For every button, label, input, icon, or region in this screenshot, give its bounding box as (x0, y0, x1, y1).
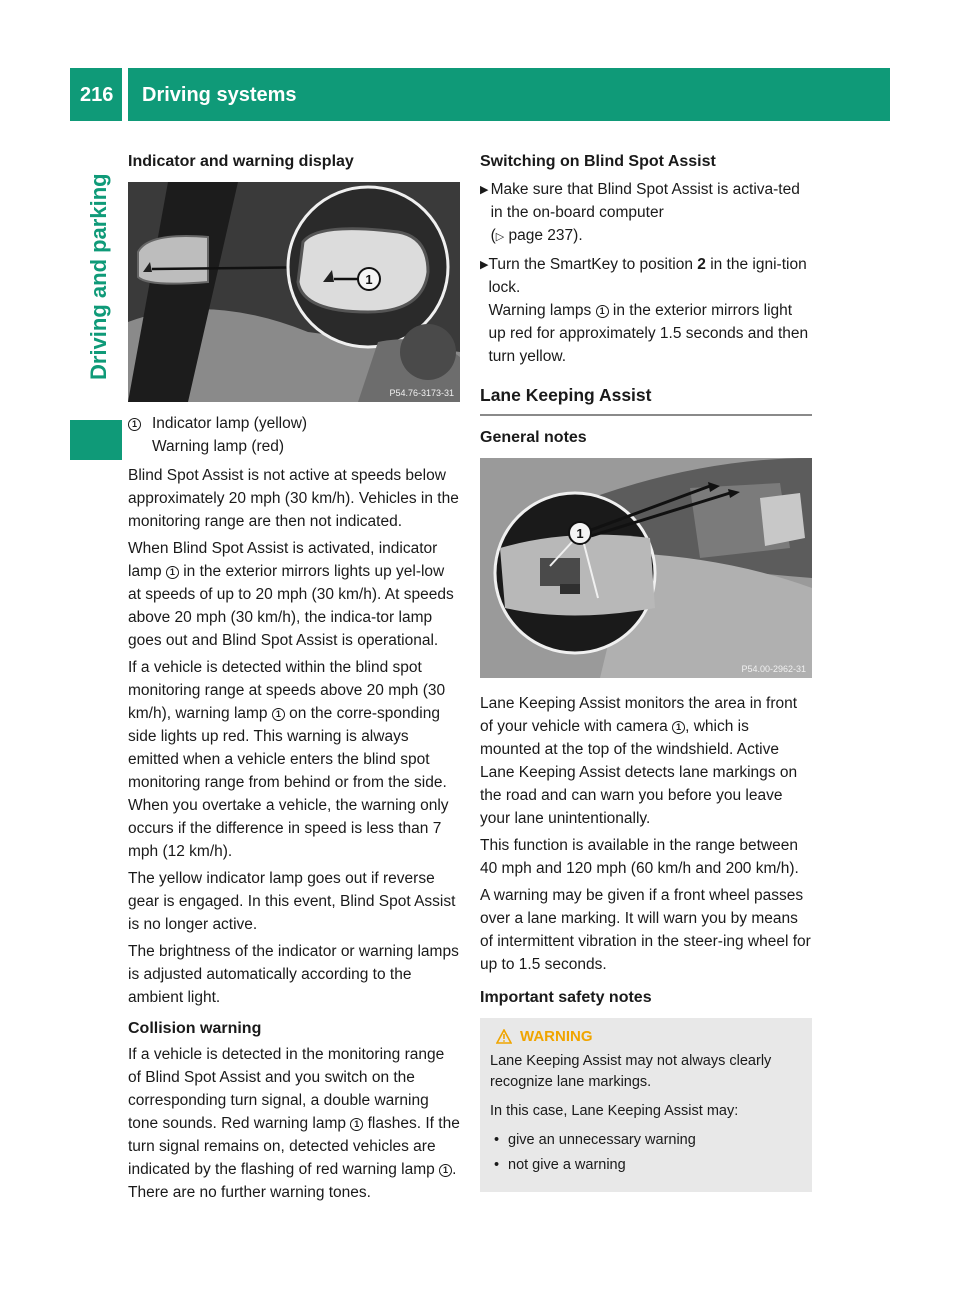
heading-safety-notes: Important safety notes (480, 989, 652, 1006)
section-header-bar (128, 68, 890, 121)
heading-collision-warning: Collision warning (128, 1020, 262, 1037)
callout-1-icon: 1 (272, 708, 285, 721)
callout-1-icon: 1 (166, 566, 179, 579)
warning-title: WARNING (496, 1028, 802, 1045)
paragraph: This function is available in the range between 40 mph and 120 mph (60 km/h and 200 km/h). (480, 837, 799, 877)
mirror-illustration (128, 182, 460, 402)
step-2: ▶ Turn the SmartKey to position 2 in the igni-tion lock. Warning lamps 1 in the exterior mirrors light up red for approximately 1.5 seconds and then turn yellow. (480, 253, 812, 368)
paragraph: The brightness of the indicator or warning lamps is adjusted automatically according to the ambient light. (128, 943, 459, 1006)
warning-text: In this case, Lane Keeping Assist may: (490, 1103, 739, 1119)
windshield-illustration (480, 458, 812, 678)
callout-1-icon: 1 (128, 418, 141, 431)
mirror-figure (128, 182, 460, 402)
warning-box (480, 1018, 812, 1192)
right-column (480, 150, 812, 1192)
paragraph: When Blind Spot Assist is activated, indicator lamp 1 in the exterior mirrors lights up yel-low at speeds of up to 20 mph (30 km/h). At speeds above 20 mph (30 km/h), the indica-tor lamp goes out and Blind Spot Assist is operational. (128, 540, 454, 649)
svg-text:1: 1 (365, 272, 373, 287)
caption-indicator (128, 412, 460, 435)
figure-code-label: P54.00-2962-31 (741, 664, 806, 674)
paragraph: Lane Keeping Assist monitors the area in front of your vehicle with camera 1 , which is mounted at the top of the windshield. Active Lane Keeping Assist detects lane markings on the road and can warn you before you leave your lane unintentionally. (480, 695, 798, 827)
callout-1-icon: 1 (596, 305, 609, 318)
windshield-figure (480, 458, 812, 678)
heading-switching-on: Switching on Blind Spot Assist (480, 153, 716, 170)
paragraph: If a vehicle is detected within the blind spot monitoring range at speeds above 20 mph (30 km/h), warning lamp 1 on the corre-sponding side lights up red. This warning is always emitted when a vehicle enters the blind spot monitoring range from behind or from the side. When you overtake a vehicle, the warning only occurs if the difference in speed is less than 7 mph (12 km/h). (128, 659, 449, 860)
paragraph: The yellow indicator lamp goes out if reverse gear is engaged. In this event, Blind Spot Assist is no longer active. (128, 870, 456, 933)
section-heading-lane-keeping: Lane Keeping Assist (480, 382, 812, 416)
caption-warning (128, 435, 460, 458)
warning-bullet: • not give a warning (494, 1155, 802, 1176)
page-number-bar (70, 68, 122, 121)
step-arrow-icon: ▶ (480, 184, 489, 196)
side-tab-marker (70, 420, 122, 460)
warning-triangle-icon (496, 1029, 512, 1044)
figure-code-label: P54.76-3173-31 (389, 388, 454, 398)
heading-general-notes: General notes (480, 429, 587, 446)
paragraph: If a vehicle is detected in the monitoring range of Blind Spot Assist and you switch on the corresponding turn signal, a double warning tone sounds. Red warning lamp 1 flashes. If the turn signal remains on, detected vehicles are indicated by the flashing of red warning lamp 1 . There are no further warning tones. (128, 1046, 460, 1201)
step-arrow-icon: ▶ (480, 259, 489, 271)
caption-indicator-text: Indicator lamp (yellow) (152, 415, 308, 432)
svg-text:1: 1 (576, 526, 584, 541)
left-column (128, 150, 460, 1208)
bullet-icon: • (494, 1157, 500, 1173)
paragraph: A warning may be given if a front wheel passes over a lane marking. It will warn you by means of intermittent vibration in the steer-ing wheel for up to 1.5 seconds. (480, 887, 811, 973)
callout-1-icon: 1 (350, 1118, 363, 1131)
page-ref-icon: ▷ (495, 231, 505, 243)
heading-indicator-warning: Indicator and warning display (128, 153, 354, 170)
page-number: 216 (80, 84, 114, 106)
callout-1-icon: 1 (439, 1164, 452, 1177)
callout-1-icon: 1 (672, 721, 685, 734)
side-tab-label: Driving and parking (86, 173, 111, 380)
section-title: Driving systems (142, 84, 297, 106)
side-tab (84, 140, 112, 380)
paragraph: Blind Spot Assist is not active at speeds below approximately 20 mph (30 km/h). Vehicles in the monitoring range are then not indicated. (128, 467, 459, 530)
step-1: ▶ Make sure that Blind Spot Assist is activa-ted in the on-board computer (▷ page 237). (480, 178, 812, 249)
caption-warning-text: Warning lamp (red) (152, 438, 285, 455)
bullet-icon: • (494, 1132, 500, 1148)
warning-bullet: • give an unnecessary warning (494, 1130, 802, 1151)
warning-text: Lane Keeping Assist may not always clearly recognize lane markings. (490, 1053, 772, 1090)
